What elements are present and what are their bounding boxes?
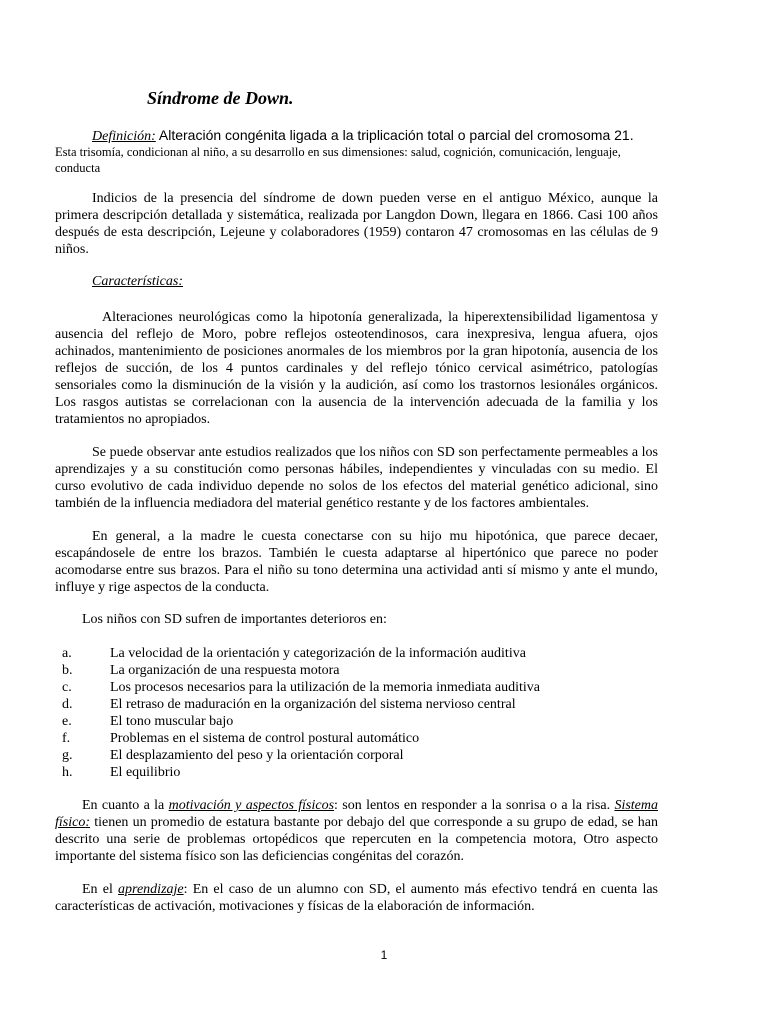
page-number: 1 xyxy=(380,948,388,962)
list-marker: b. xyxy=(62,663,73,678)
definition-label: Definición xyxy=(92,129,152,144)
list-item xyxy=(62,679,662,696)
learning-case-suffix: : En el caso de un alumno con SD, el aumento más efectivo tendrá en cuenta las características de activación, motivaciones y físicas de la elaboración de información. xyxy=(55,882,659,914)
list-item xyxy=(62,645,662,662)
motivation-suffix: tienen un promedio de estatura bastante por debajo del que corresponde a su grupo de edad, se han descrito una serie de problemas ortopédicos que repercuten en la competencia motora, Otro aspecto importante del sistema físico son las deficiencias congénitas del corazón. xyxy=(55,815,658,864)
list-item-text: La organización de una respuesta motora xyxy=(110,663,340,678)
characteristics-paragraph: Alteraciones neurológicas como la hipotonía generalizada, la hiperextensibilidad ligamentosa y ausencia del reflejo de Moro, pobre reflejos osteotendinosos, cara inexpresiva, lengua afuera, ojos achinados, mantenimiento de posiciones anormales de los miembros por la gran hipotonía, ausencia de los reflejos de succión, de los 4 puntos cardinales y del reflejo tónico cervical asimétrico, patologías sensoriales como la disminución de la visión y la audición, así como los trastornos lesionáles orgánicos. Los rasgos autistas se correlacionan con la ausencia de la intervención adecuada de la familia y los tratamientos no apropiados. xyxy=(55,310,658,427)
motivation-prefix: En cuanto a la xyxy=(82,798,169,813)
learning-term: aprendizaje xyxy=(118,882,184,897)
definition-trisomy-text: Esta trisomía, condicionan al niño, a su desarrollo en sus dimensiones: salud, cognición, comunicación, lenguaje, conducta xyxy=(55,145,621,175)
list-marker: c. xyxy=(62,680,72,695)
mother-paragraph: En general, a la madre le cuesta conectarse con su hijo mu hipotónica, que parece decaer, escapándosele de entre los brazos. También le cuesta adaptarse al hipertónico que parece no poder acomodarse entre sus brazos. Para el niño su tono determina una actividad anti sí mismo y ante el mundo, influye y rige aspectos de la conducta. xyxy=(55,529,658,595)
list-marker: f. xyxy=(62,731,71,746)
document-title: Síndrome de Down. xyxy=(147,88,294,108)
motivation-paragraph xyxy=(55,797,658,865)
list-item xyxy=(62,747,662,764)
list-item xyxy=(62,696,662,713)
deficits-list xyxy=(62,645,662,781)
list-item-text: El tono muscular bajo xyxy=(110,714,234,729)
list-item xyxy=(62,764,662,781)
list-item xyxy=(62,713,662,730)
list-marker: d. xyxy=(62,697,73,712)
list-marker: g. xyxy=(62,748,73,763)
list-item-text: Los procesos necesarios para la utilización de la memoria inmediata auditiva xyxy=(110,680,540,695)
characteristics-heading: Características: xyxy=(92,274,183,289)
physical-system-term: Sistema físico xyxy=(55,798,658,830)
list-item-text: El retraso de maduración en la organización del sistema nervioso central xyxy=(110,697,516,712)
motivation-middle: : son lentos en responder a la sonrisa o a la risa. xyxy=(334,798,615,813)
learning-paragraph: Se puede observar ante estudios realizados que los niños con SD son perfectamente permeables a los aprendizajes y a su constitución como personas hábiles, independientes y vinculadas con su medio. El curso evolutivo de cada individuo depende no solos de los efectos del material genético adicional, sino también de la influencia mediadora del material genético restante y de los factores ambientales. xyxy=(55,445,658,511)
deficits-intro: Los niños con SD sufren de importantes deterioros en: xyxy=(82,612,387,627)
list-item xyxy=(62,662,662,679)
list-marker: h. xyxy=(62,765,73,780)
list-marker: a. xyxy=(62,646,72,661)
history-paragraph: Indicios de la presencia del síndrome de down pueden verse en el antiguo México, aunque la primera descripción detallada y sistemática, realizada por Langdon Down, llegara en 1866. Casi 100 años después de esta descripción, Lejeune y colaboradores (1959) contaron 47 cromosomas en las células de 9 niños. xyxy=(55,191,658,257)
list-item-text: La velocidad de la orientación y categorización de la información auditiva xyxy=(110,646,526,661)
definition-colon: : xyxy=(151,129,156,144)
learning-case-paragraph xyxy=(55,881,658,915)
list-marker: e. xyxy=(62,714,72,729)
list-item xyxy=(62,730,662,747)
definition-paragraph xyxy=(55,127,658,176)
definition-text: Alteración congénita ligada a la triplicación total o parcial del cromosoma 21. xyxy=(155,127,634,143)
motivation-term: motivación y aspectos físicos xyxy=(168,798,335,813)
list-item-text: El equilibrio xyxy=(110,765,181,780)
learning-case-prefix: En el xyxy=(82,882,119,897)
physical-system-colon: : xyxy=(85,815,91,830)
list-item-text: El desplazamiento del peso y la orientación corporal xyxy=(110,748,404,763)
list-item-text: Problemas en el sistema de control postural automático xyxy=(110,731,420,746)
